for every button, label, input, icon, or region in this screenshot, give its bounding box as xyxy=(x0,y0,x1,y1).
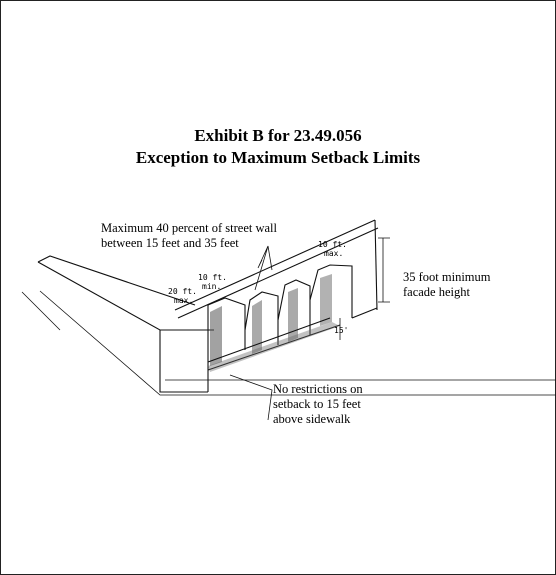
exhibit-title: Exhibit B for 23.49.056 xyxy=(194,126,362,145)
exhibit-subtitle: Exception to Maximum Setback Limits xyxy=(135,148,421,167)
dim-max10-b: max. xyxy=(324,249,344,258)
facade-height-note xyxy=(403,270,491,300)
setback-shade xyxy=(208,322,340,372)
height-dim-ticks xyxy=(378,238,390,302)
shade-3 xyxy=(288,288,298,342)
street-wall-line-2: between 15 feet and 35 feet xyxy=(101,236,239,250)
setback-note xyxy=(273,382,363,427)
setback-line-2: setback to 15 feet xyxy=(273,397,361,411)
setback-line-3: above sidewalk xyxy=(273,412,351,426)
facade-line-1: 35 foot minimum xyxy=(403,270,491,284)
block-top-back xyxy=(38,256,195,305)
street-wall-line-1: Maximum 40 percent of street wall xyxy=(101,221,277,235)
setback-band-top xyxy=(208,318,330,362)
dim-max20-b: max. xyxy=(174,296,194,305)
facade-bottom xyxy=(352,308,377,318)
sidewalk-edge xyxy=(22,292,60,330)
back-corner xyxy=(375,220,377,310)
dim-max10-a: 10 ft. xyxy=(318,240,347,249)
facade-line-2: facade height xyxy=(403,285,470,299)
dim-max20-a: 20 ft. xyxy=(168,287,197,296)
shade-4 xyxy=(320,274,332,326)
street-wall-note xyxy=(101,221,277,251)
dim-15: 15' xyxy=(334,326,349,335)
dim-min10-a: 10 ft. xyxy=(198,273,227,282)
leader-setback xyxy=(230,375,272,420)
block-front-face xyxy=(160,330,208,392)
setback-line-1: No restrictions on xyxy=(273,382,363,396)
shade-1 xyxy=(210,306,222,366)
dim-min10-b: min. xyxy=(202,282,222,291)
